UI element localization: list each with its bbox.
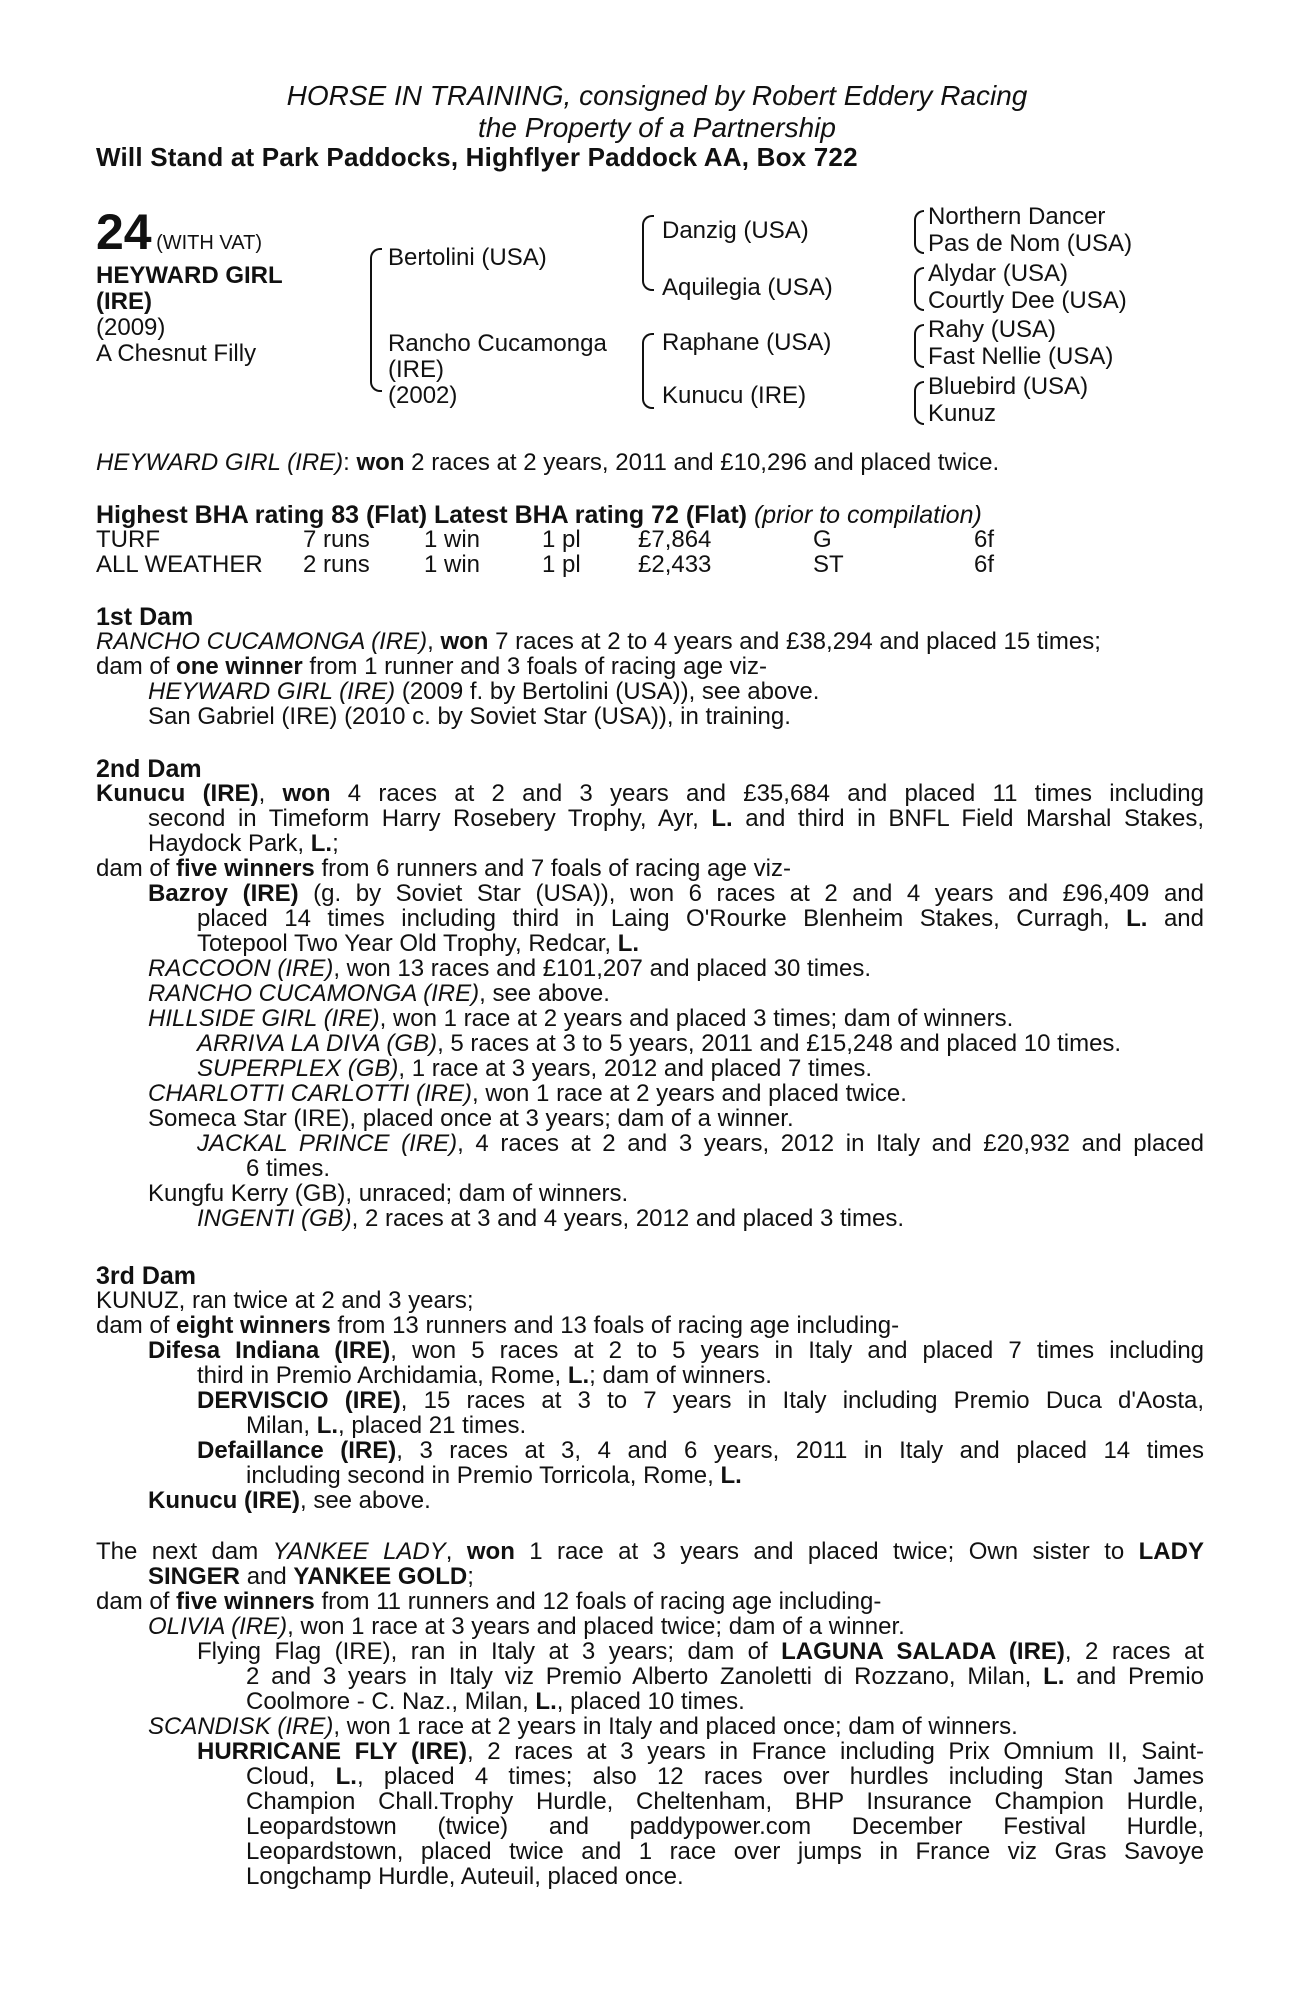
text: , won 13 races and £101,207 and placed 30 times. [333,955,872,982]
text: dam of [96,653,170,680]
produce-flyingflag-line3 [246,1689,745,1715]
listed-mark: L. [310,830,333,857]
produce-name: DERVISCIO (IRE) [197,1387,401,1414]
pedigree-sire-sire: Danzig (USA) [662,217,809,244]
second-dam-name: Kunucu (IRE) [96,780,259,807]
text: , 2 races at 3 and 4 years, 2012 and placed 3 times. [351,1205,905,1232]
record-distance: 6f [974,551,995,578]
header-property: the Property of a Partnership [478,112,836,143]
header-stand: Will Stand at Park Paddocks, Highflyer Paddock AA, Box 722 [96,142,858,172]
winners-count: five winners [176,1588,315,1615]
produce-jackal-line1 [197,1131,1204,1157]
text: 2 and 3 years in Italy viz Premio Alberto Zanoletti di Rozzano, Milan, [246,1663,1032,1690]
rating-values: Highest BHA rating 83 (Flat) Latest BHA rating 72 (Flat) [96,501,747,529]
text: and third in BNFL Field Marshal Stakes, [745,805,1204,832]
text: , placed 21 times. [338,1412,527,1439]
first-dam-heading: 1st Dam [96,603,194,631]
listed-mark: L. [617,930,640,957]
header-consignor: HORSE IN TRAINING, consigned by Robert Eddery Racing [286,80,1028,111]
first-dam-line [96,629,1101,655]
sep: , [445,1538,453,1565]
produce-detail: (2009 f. by Bertolini (USA)), see above. [401,678,820,705]
text: , won 5 races at 2 to 5 years in Italy and placed 7 times including [390,1337,1205,1364]
third-dam-heading: 3rd Dam [96,1262,197,1290]
pedigree-sire-dam: Aquilegia (USA) [662,274,833,301]
text: Totepool Two Year Old Trophy, Redcar, [197,930,612,957]
record-surface: ALL WEATHER [96,551,263,578]
pedigree-ds-dam: Fast Nellie (USA) [928,343,1114,370]
summary-horse-name: HEYWARD GIRL (IRE) [96,449,344,476]
listed-mark: L. [567,1362,590,1389]
text: Haydock Park, [148,830,305,857]
produce-arriva [197,1031,1121,1057]
horse-name-line2: (IRE) [96,288,152,315]
next-dam-produce-summary [96,1589,881,1615]
listed-mark: L. [1043,1663,1065,1690]
horse-description: A Chesnut Filly [96,340,257,367]
listed-mark: L. [720,1462,742,1489]
text: and Premio [1076,1663,1205,1690]
produce-name: HILLSIDE GIRL (IRE) [148,1005,380,1032]
second-dam-line2 [148,806,1204,832]
text: , 5 races at 3 to 5 years, 2011 and £15,248 and placed 10 times. [437,1030,1122,1057]
pedigree-ss-dam: Pas de Nom (USA) [928,230,1133,257]
produce-flyingflag-line1 [197,1639,1204,1665]
third-dam-line: KUNUZ, ran twice at 2 and 3 years; [96,1287,474,1314]
record-wins: 1 win [424,551,481,578]
sibling-name: LADY [1138,1538,1204,1565]
text: dam of [96,1588,170,1615]
produce-scandisk [148,1714,1018,1740]
pedigree-dam-sire: Raphane (USA) [662,329,832,356]
text: and [246,1563,287,1590]
winners-count: one winner [176,653,303,680]
text: , 1 race at 3 years, 2012 and placed 7 times. [398,1055,873,1082]
second-dam-line1 [96,781,1204,807]
produce-name: HURRICANE FLY (IRE) [197,1738,467,1765]
pedigree-dam-line1: Rancho Cucamonga [388,330,607,357]
text: Flying Flag (IRE), ran in Italy at 3 years; dam of [197,1638,768,1665]
produce-name: SCANDISK (IRE) [148,1713,334,1740]
first-dam-produce-1 [148,679,819,705]
rating-note: (prior to compilation) [753,501,982,529]
summary-colon: : [343,449,350,476]
text: , placed 10 times. [556,1688,745,1715]
listed-mark: L. [316,1412,339,1439]
record-prize: £2,433 [638,551,712,578]
record-prize: £7,864 [638,526,712,553]
produce-name: CHARLOTTI CARLOTTI (IRE) [148,1080,473,1107]
produce-name: OLIVIA (IRE) [148,1613,288,1640]
pedigree-brace-sire [642,215,654,291]
pedigree-dd-dam: Kunuz [928,400,997,427]
produce-ingenti [197,1206,904,1232]
produce-hurricane-line6: Longchamp Hurdle, Auteuil, placed once. [246,1863,684,1890]
pedigree-brace-ds [914,324,924,368]
produce-defaillance-line1 [197,1438,1204,1464]
record-runs: 7 runs [303,526,370,553]
sep: , [427,628,434,655]
produce-kunucu [148,1488,431,1514]
sep: , [258,780,266,807]
listed-mark: L. [535,1688,557,1715]
pedigree-sire: Bertolini (USA) [388,244,547,271]
text: placed 14 times including third in Laing O'Rourke Blenheim Stakes, Curragh, [197,905,1110,932]
produce-difesa-line2 [197,1363,772,1389]
text: ; [467,1563,474,1590]
produce-name: RACCOON (IRE) [148,955,334,982]
horse-name-line1: HEYWARD GIRL [96,262,283,289]
won: won [282,780,331,807]
pedigree-dd-sire: Bluebird (USA) [928,373,1089,400]
winners-count: eight winners [176,1312,331,1339]
produce-name: LAGUNA SALADA (IRE) [781,1638,1065,1665]
produce-name: ARRIVA LA DIVA (GB) [197,1030,438,1057]
text: , placed 4 times; also 12 races over hurdles including Stan James [356,1763,1204,1790]
produce-hillside [148,1006,1013,1032]
produce-rancho [148,981,610,1007]
produce-name: Kunucu (IRE) [148,1487,300,1514]
next-dam-name: YANKEE LADY [272,1538,446,1565]
produce-derviscio-line1 [197,1388,1204,1414]
produce-name: Bazroy (IRE) [148,880,299,907]
produce-someca: Someca Star (IRE), placed once at 3 years; dam of a winner. [148,1105,794,1132]
text: , 15 races at 3 to 7 years in Italy including Premio Duca d'Aosta, [400,1387,1205,1414]
lot-number-row [96,203,262,261]
text: third in Premio Archidamia, Rome, [197,1362,562,1389]
produce-bazroy-line2 [197,906,1204,932]
produce-name: INGENTI (GB) [197,1205,352,1232]
text: , won 1 race at 3 years and placed twice; dam of a winner. [287,1613,905,1640]
produce-name: SUPERPLEX (GB) [197,1055,399,1082]
pedigree-ss-sire: Northern Dancer [928,203,1106,230]
produce-name: RANCHO CUCAMONGA (IRE) [148,980,480,1007]
bha-rating [96,502,982,528]
sibling-name: SINGER [148,1563,241,1590]
summary-won: won [356,449,405,476]
record-going: ST [813,551,844,578]
text: including second in Premio Torricola, Rome, [246,1462,714,1489]
text: second in Timeform Harry Rosebery Trophy, Ayr, [148,805,699,832]
produce-difesa-line1 [148,1338,1204,1364]
text: (g. by Soviet Star (USA)), won 6 races at 2 and 4 years and £96,409 and [313,880,1205,907]
pedigree-brace-main [370,248,382,392]
text: Cloud, [246,1763,316,1790]
record-wins: 1 win [424,526,481,553]
won: won [466,1538,515,1565]
pedigree-ds-sire: Rahy (USA) [928,316,1057,343]
pedigree-brace-sd [914,267,924,311]
text: from 6 runners and 7 foals of racing age viz- [321,855,792,882]
sibling-name: YANKEE GOLD [293,1563,468,1590]
produce-hurricane-line5: Leopardstown, placed twice and 1 race over jumps in France viz Gras Savoye [246,1838,1204,1865]
produce-bazroy-line1 [148,881,1204,907]
produce-flyingflag-line2 [246,1664,1204,1690]
text: dam of [96,855,170,882]
pedigree-dam-line3: (2002) [388,382,458,409]
pedigree-sd-dam: Courtly Dee (USA) [928,287,1127,314]
text: , 2 races at 3 years in France including Prix Omnium II, Saint- [466,1738,1204,1765]
pedigree-dam-line2: (IRE) [388,356,444,383]
horse-year: (2009) [96,314,166,341]
text: dam of [96,1312,170,1339]
first-dam-produce-summary [96,654,767,680]
text: , see above. [479,980,610,1007]
produce-kungfu: Kungfu Kerry (GB), unraced; dam of winners. [148,1180,629,1207]
produce-raccoon [148,956,871,982]
pedigree-brace-dd [914,381,924,425]
produce-charlotti [148,1081,907,1107]
third-dam-produce-summary [96,1313,899,1339]
record-placed: 1 pl [542,551,581,578]
text: The next dam [96,1538,259,1565]
race-summary [96,450,999,476]
produce-hurricane-line4: Leopardstown (twice) and paddypower.com December Festival Hurdle, [246,1813,1204,1840]
text: Milan, [246,1412,311,1439]
listed-mark: L. [335,1763,357,1790]
text: , 4 races at 2 and 3 years, 2012 in Italy and £20,932 and placed [457,1130,1204,1157]
produce-defaillance-line2 [246,1463,742,1489]
produce-name: HEYWARD GIRL (IRE) [148,678,396,705]
produce-jackal-line2: 6 times. [246,1155,331,1182]
text: , 3 races at 3, 4 and 6 years, 2011 in Italy and placed 14 times [396,1437,1205,1464]
text: 4 races at 2 and 3 years and £35,684 and placed 11 times including [347,780,1204,807]
next-dam-line2 [148,1564,474,1590]
record-placed: 1 pl [542,526,581,553]
record-runs: 2 runs [303,551,370,578]
produce-hurricane-line2 [246,1764,1204,1790]
record-surface: TURF [96,526,160,553]
second-dam-line3 [148,831,339,857]
first-dam-record: 7 races at 2 to 4 years and £38,294 and placed 15 times; [495,628,1101,655]
pedigree-brace-dam [642,333,654,409]
pedigree-dam-dam: Kunucu (IRE) [662,382,807,409]
text: , won 1 race at 2 years and placed twice. [472,1080,907,1107]
pedigree-brace-ss [914,210,924,254]
text: ; dam of winners. [589,1362,772,1389]
listed-mark: L. [711,805,733,832]
text: from 13 runners and 13 foals of racing age including- [337,1312,900,1339]
text: , won 1 race at 2 years and placed 3 times; dam of winners. [379,1005,1014,1032]
winners-count: five winners [176,855,315,882]
second-dam-heading: 2nd Dam [96,755,202,783]
lot-number: 24 [96,204,152,260]
first-dam-name: RANCHO CUCAMONGA (IRE) [96,628,428,655]
record-distance: 6f [974,526,995,553]
lot-vat: (WITH VAT) [156,232,262,254]
produce-name: Defaillance (IRE) [197,1437,397,1464]
text: from 11 runners and 12 foals of racing age including- [321,1588,882,1615]
record-going: G [813,526,832,553]
won: won [440,628,489,655]
next-dam-line1 [96,1539,1204,1565]
produce-derviscio-line2 [246,1413,526,1439]
text: Coolmore - C. Naz., Milan, [246,1688,529,1715]
text: 1 race at 3 years and placed twice; Own sister to [529,1538,1125,1565]
text: , see above. [299,1487,431,1514]
produce-hurricane-line1 [197,1739,1204,1765]
pedigree-sd-sire: Alydar (USA) [928,260,1069,287]
summary-rest: 2 races at 2 years, 2011 and £10,296 and placed twice. [411,449,1000,476]
text: , won 1 race at 2 years in Italy and placed once; dam of winners. [333,1713,1018,1740]
text: ; [332,830,339,857]
produce-name: Difesa Indiana (IRE) [148,1337,391,1364]
text: , 2 races at [1064,1638,1204,1665]
text: and [1163,905,1204,932]
produce-bazroy-line3 [197,931,639,957]
produce-name: JACKAL PRINCE (IRE) [197,1130,458,1157]
produce-superplex [197,1056,872,1082]
listed-mark: L. [1126,905,1148,932]
first-dam-produce-2: San Gabriel (IRE) (2010 c. by Soviet Star (USA)), in training. [148,703,791,730]
produce-olivia [148,1614,905,1640]
produce-hurricane-line3: Champion Chall.Trophy Hurdle, Cheltenham, BHP Insurance Champion Hurdle, [246,1788,1204,1815]
second-dam-produce-summary [96,856,791,882]
text: from 1 runner and 3 foals of racing age viz- [309,653,767,680]
